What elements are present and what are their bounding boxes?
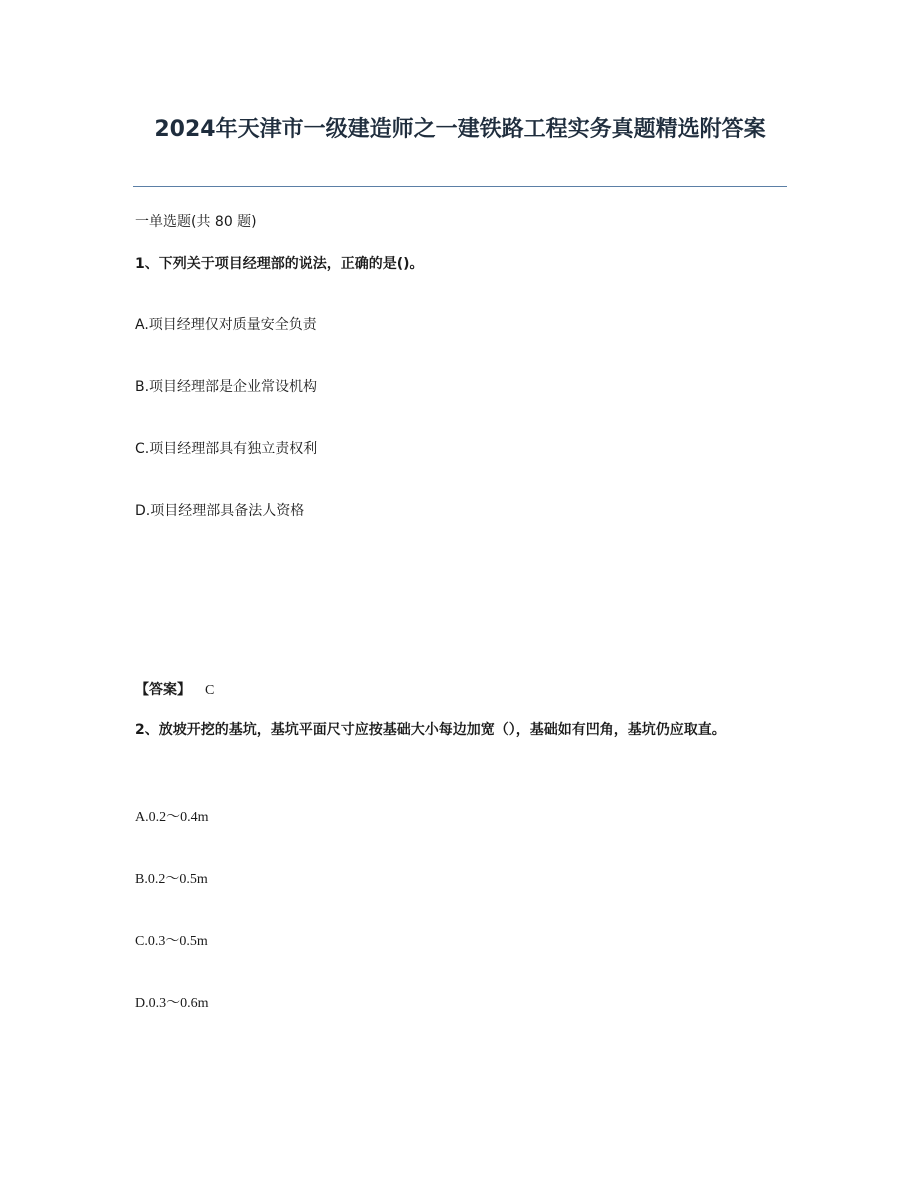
section-heading: 一单选题(共 80 题) (135, 214, 257, 230)
question-1-option-c: C.项目经理部具有独立责权利 (135, 441, 318, 457)
question-2-option-d: D.0.3～0.6m (135, 996, 209, 1011)
question-2-option-a: A.0.2～0.4m (135, 810, 209, 825)
question-1-option-d: D.项目经理部具备法人资格 (135, 503, 305, 519)
question-2-option-c: C.0.3～0.5m (135, 934, 208, 949)
document-title: 2024年天津市一级建造师之一建铁路工程实务真题精选附答案 (154, 117, 766, 142)
question-2-option-b: B.0.2～0.5m (135, 872, 208, 887)
answer-value: C (205, 683, 215, 698)
question-1-option-b: B.项目经理部是企业常设机构 (135, 379, 318, 395)
question-1-option-a: A.项目经理仅对质量安全负责 (135, 317, 317, 333)
answer-label: 【答案】 (135, 682, 191, 698)
question-1-answer (135, 679, 214, 702)
title-divider (133, 186, 787, 187)
question-2-stem: 2、放坡开挖的基坑，基坑平面尺寸应按基础大小每边加宽（），基础如有凹角，基坑仍应取直。 (135, 722, 726, 738)
question-1-stem: 1、下列关于项目经理部的说法，正确的是()。 (135, 256, 424, 272)
